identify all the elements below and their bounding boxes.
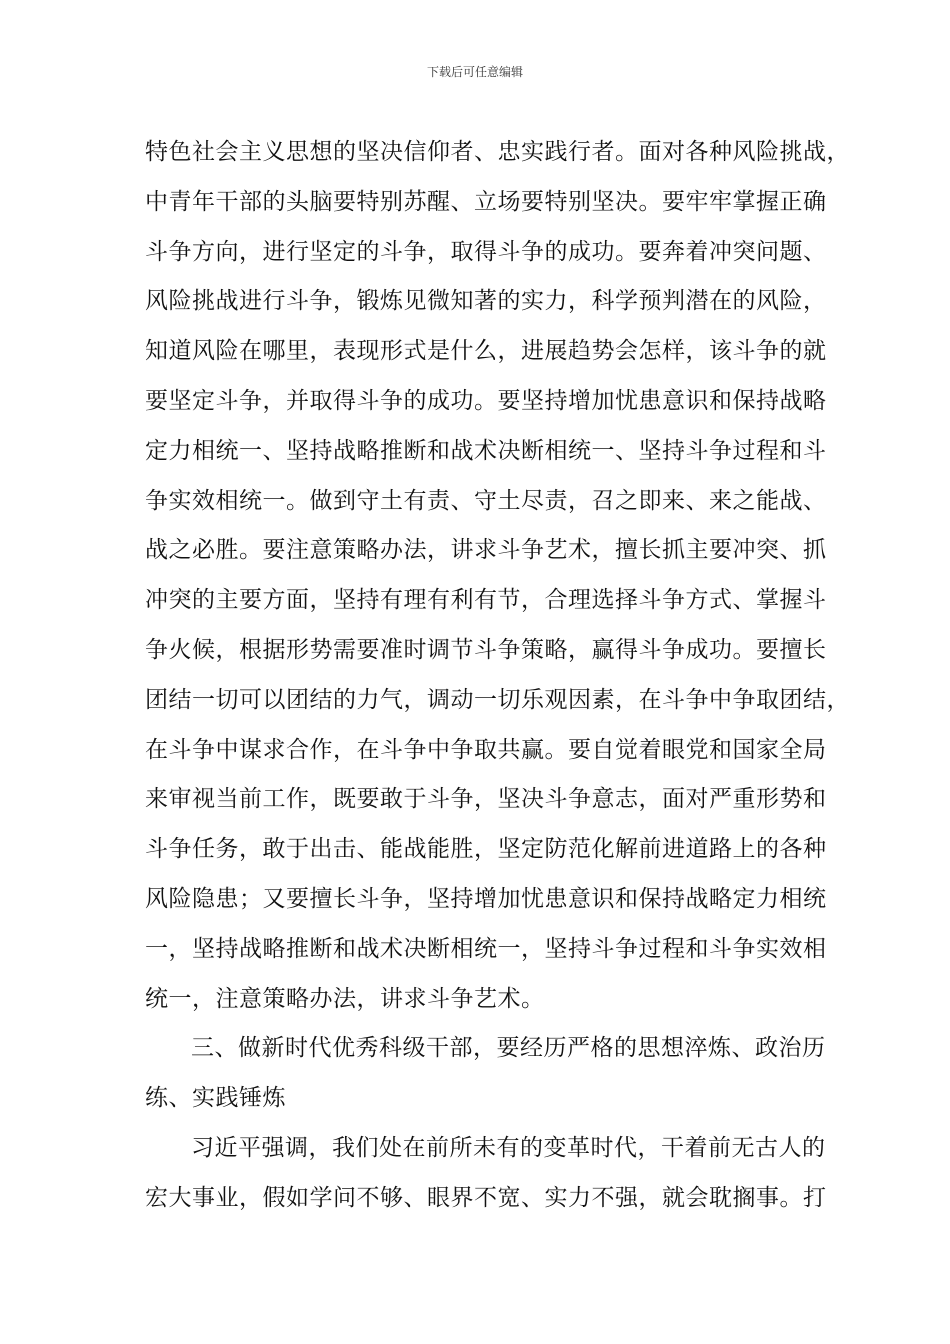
text-line: 要坚定斗争，并取得斗争的成功。要坚持增加忧患意识和保持战略 <box>145 387 827 414</box>
text-line: 宏大事业，假如学问不够、眼界不宽、实力不强，就会耽搁事。打 <box>145 1184 827 1211</box>
page-header: 下载后可任意编辑 <box>426 65 523 79</box>
text-line: 争实效相统一。做到守土有责、守土尽责，召之即来、来之能战、 <box>145 487 827 514</box>
text-line: 争火候，根据形势需要准时调节斗争策略，赢得斗争成功。要擅长 <box>145 636 827 663</box>
text-line: 风险挑战进行斗争，锻炼见微知著的实力，科学预判潜在的风险， <box>145 288 827 315</box>
text-line: 知道风险在哪里，表现形式是什么，进展趋势会怎样，该斗争的就 <box>145 338 827 365</box>
text-line: 三、做新时代优秀科级干部，要经历严格的思想淬炼、政治历 <box>191 1035 826 1062</box>
text-line: 一，坚持战略推断和战术决断相统一，坚持斗争过程和斗争实效相 <box>145 935 827 962</box>
body-text <box>145 128 850 1224</box>
text-line: 风险隐患；又要擅长斗争，坚持增加忧患意识和保持战略定力相统 <box>145 885 827 912</box>
text-line: 定力相统一、坚持战略推断和战术决断相统一、坚持斗争过程和斗 <box>145 437 827 464</box>
text-line: 中青年干部的头脑要特别苏醒、立场要特别坚决。要牢牢掌握正确 <box>145 188 827 215</box>
text-line: 特色社会主义思想的坚决信仰者、忠实践行者。面对各种风险挑战， <box>145 139 850 165</box>
text-line: 来审视当前工作，既要敢于斗争，坚决斗争意志，面对严重形势和 <box>145 786 827 813</box>
text-line: 在斗争中谋求合作，在斗争中争取共赢。要自觉着眼党和国家全局 <box>145 736 827 763</box>
text-line: 统一，注意策略办法，讲求斗争艺术。 <box>145 985 545 1012</box>
text-line: 冲突的主要方面，坚持有理有利有节，合理选择斗争方式、掌握斗 <box>145 587 827 614</box>
text-line: 斗争任务，敢于出击、能战能胜，坚定防范化解前进道路上的各种 <box>145 836 827 863</box>
text-line: 团结一切可以团结的力气，调动一切乐观因素，在斗争中争取团结， <box>145 686 850 713</box>
text-line: 练、实践锤炼 <box>145 1085 286 1112</box>
text-line: 战之必胜。要注意策略办法，讲求斗争艺术，擅长抓主要冲突、抓 <box>145 537 827 564</box>
text-line: 斗争方向，进行坚定的斗争，取得斗争的成功。要奔着冲突问题、 <box>145 238 827 265</box>
text-line: 习近平强调，我们处在前所未有的变革时代，干着前无古人的 <box>191 1134 826 1161</box>
